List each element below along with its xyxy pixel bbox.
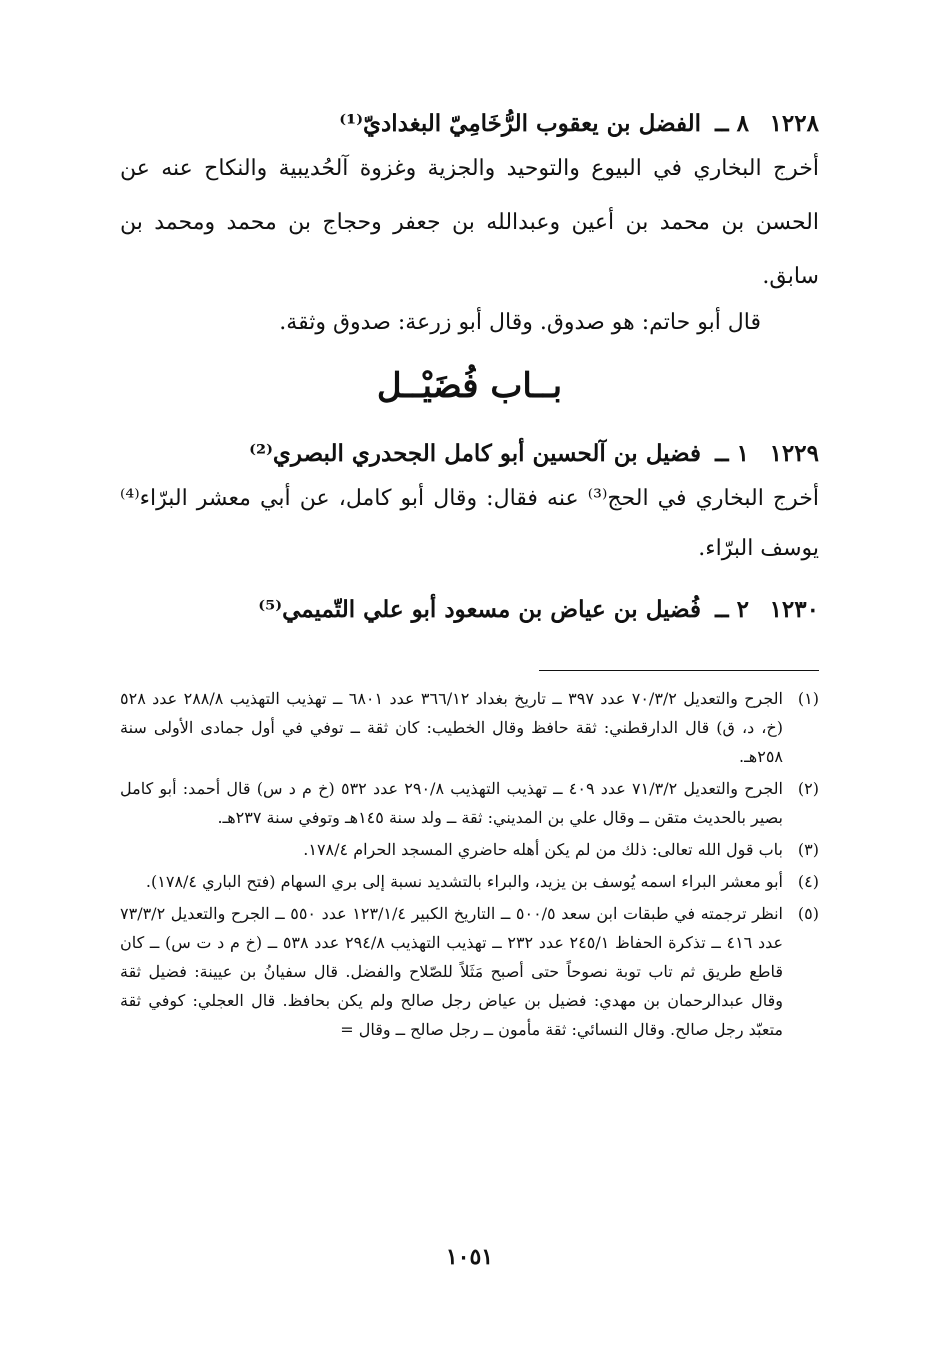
footnote-text: انظر ترجمته في طبقات ابن سعد ٥٠٠/٥ ــ التاريخ الكبير ١٢٣/١/٤ عدد ٥٥٠ ــ الجرح والتعديل ٧٣/٣/٢ عدد ٤١٦ ــ تذكرة الحفاظ ٢٤٥/١ عدد ٢٣٢ ــ تهذيب التهذيب ٢٩٤/٨ عدد ٥٣٨ ــ (خ م د ت س) ــ كان قاطع طريق ثم تاب توبة نصوحاً حتى أصبح مَثَلاً للصّلاح والفضل. قال سفيانُ بن عيينة: فضيل ثقة وقال عبدالرحمان بن مهدي: فضيل بن عياض رجل صالح ولم يكن بحافظ. قال العجلي: كوفي ثقة متعبّد رجل صالح. وقال النسائي: ثقة مأمون ــ رجل صالح ــ وقال = [120,904,784,1039]
entry-heading-1229 [120,440,819,467]
footnote-number: (٣) [797,840,819,859]
footnote-number: (٢) [797,779,819,798]
footnote-text: أبو معشر البراء اسمه يُوسف بن يزيد، والبراء بالتشديد نسبة إلى بري السهام (فتح الباري ١٧٨/٤). [145,872,783,891]
footnote-number: (٥) [797,904,819,923]
footnote-number: (٤) [797,872,819,891]
page-number: ١٠٥١ [445,1244,494,1270]
footnote-1 [120,684,819,771]
footnote-5 [120,899,819,1044]
footnote-2 [120,774,819,832]
entry-index: ٢ ــ [715,596,749,623]
entry-body-1229: أخرج البخاري في الحج⁽³⁾ عنه فقال: وقال أبو كامل، عن أبي معشر البرّاء⁽⁴⁾ يوسف البرّاء. [120,486,819,561]
footnote-text: باب قول الله تعالى: ذلك من لم يكن أهله حاضري المسجد الحرام ١٧٨/٤. [303,840,783,859]
entry-heading-1228 [120,110,819,137]
entry-body-1228: أخرج البخاري في البيوع والتوحيد والجزية وغزوة آلحُديبية والنكاح عنه عن الحسن بن محمد بن أعين وعبدالله بن جعفر وحجاج بن محمد ومحمد بن سابق. [120,156,819,289]
entry-title: الفضل بن يعقوب الرُّخَامِيّ البغداديّ⁽¹⁾ [339,110,701,137]
entry-index: ١ ــ [715,440,749,467]
footnote-4 [120,867,819,896]
entry-number: ١٢٢٨ [769,110,819,137]
entry-title: فُضيل بن عياض بن مسعود أبو علي التّميمي⁽⁵⁾ [258,596,701,623]
book-page [120,0,819,1368]
entry-title: فضيل بن آلحسين أبو كامل الجحدري البصري⁽²⁾ [249,440,701,467]
entry-quote-1228: قال أبو حاتم: هو صدوق. وقال أبو زرعة: صدوق وثقة. [279,310,761,335]
footnote-number: (١) [797,689,819,708]
entry-index: ٨ ــ [715,110,749,137]
entry-heading-1230 [120,596,819,623]
footnote-text: الجرح والتعديل ٧١/٣/٢ عدد ٤٠٩ ــ تهذيب التهذيب ٢٩٠/٨ عدد ٥٣٢ (خ م د س) قال أحمد: أبو كامل بصير بالحديث متقن ــ وقال علي بن المديني: ثقة ــ ولد سنة ١٤٥هـ وتوفي سنة ٢٣٧هـ. [120,779,784,827]
footnotes [120,684,819,1047]
entry-number: ١٢٢٩ [769,440,819,467]
footnote-3 [120,835,819,864]
entry-number: ١٢٣٠ [769,596,819,623]
footnote-text: الجرح والتعديل ٧٠/٣/٢ عدد ٣٩٧ ــ تاريخ بغداد ٣٦٦/١٢ عدد ٦٨٠١ ــ تهذيب التهذيب ٢٨٨/٨ عدد ٥٢٨ (خ، د، ق) قال الدارقطني: ثقة حافظ وقال الخطيب: كان ثقة ــ توفي في أول جمادى الأولى سنة ٢٥٨هـ. [120,689,784,766]
footnote-divider [539,670,819,671]
section-heading: بــاب فُضَيْــل [376,366,563,406]
